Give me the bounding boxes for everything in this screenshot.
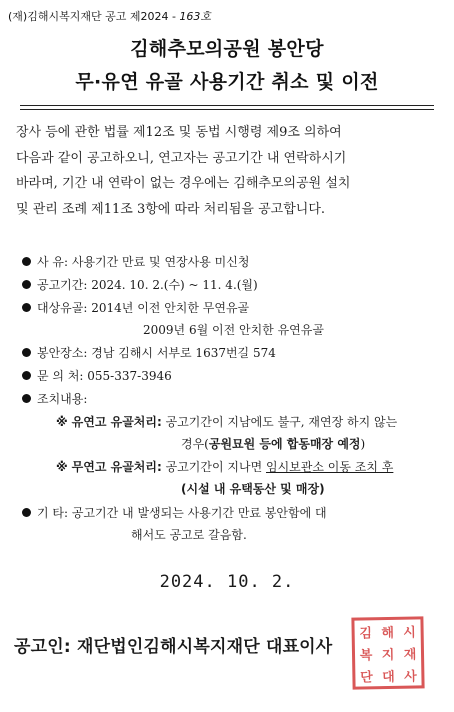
item-value: 경남 김해시 서부로 1637번길 574 — [91, 346, 276, 360]
intro-line: 바라며, 기간 내 연락이 없는 경우에는 김해추모의공원 설치 — [16, 176, 351, 191]
item-value: 사용기간 만료 및 연장사용 미신청 — [71, 255, 250, 269]
notice-date: 2024. 10. 2. — [159, 572, 295, 592]
item-value: 해서도 공고로 갈음함. — [131, 528, 247, 542]
bullet-icon — [22, 394, 31, 403]
measure-2-cont — [181, 481, 325, 497]
measure-text-underlined: 임시보관소 이동 조치 후 — [266, 460, 394, 474]
item-value: 2024. 10. 2.(수) ~ 11. 4.(월) — [91, 278, 258, 292]
seal-char: 해 — [381, 625, 395, 641]
item-label: 조치내용: — [37, 392, 88, 406]
bullet-icon — [22, 257, 31, 266]
measure-text: ) — [360, 437, 366, 451]
item-label: 공고기간: — [37, 278, 88, 292]
measure-1-cont — [181, 436, 365, 452]
item-reason — [22, 254, 249, 270]
item-other-cont — [131, 527, 247, 543]
reference-mark: ※ — [56, 415, 68, 429]
seal-char: 김 — [359, 625, 373, 641]
title-rule-bottom — [20, 109, 434, 110]
intro-line: 장사 등에 관한 법률 제12조 및 동법 시행령 제9조 의하여 — [16, 125, 342, 140]
reference-mark: ※ — [56, 460, 68, 474]
bullet-icon — [22, 280, 31, 289]
seal-char: 단 — [360, 669, 373, 685]
item-label: 기 타: — [37, 506, 69, 520]
seal-char: 사 — [404, 669, 417, 685]
item-contact — [22, 368, 172, 384]
item-other — [22, 505, 327, 521]
bullet-icon — [22, 303, 31, 312]
notice-number-handwritten: 163호 — [179, 10, 212, 23]
notice-number-text: (재)김해시복지재단 공고 제2024 - — [8, 10, 180, 23]
item-value: 055-337-3946 — [87, 369, 172, 383]
item-label: 문 의 처: — [37, 369, 84, 383]
intro-line: 다음과 같이 공고하오니, 연고자는 공고기간 내 연락하시기 — [16, 150, 347, 166]
measure-2 — [56, 459, 393, 475]
item-target — [22, 300, 249, 316]
measure-text-emphasis: (시설 내 유택동산 및 매장) — [181, 482, 325, 496]
item-value: 2014년 이전 안치한 무연유골 — [91, 301, 250, 315]
seal-char: 지 — [381, 647, 395, 663]
intro-paragraph — [16, 120, 444, 222]
bullet-icon — [22, 508, 31, 517]
bullet-icon — [22, 371, 31, 380]
item-value: 2009년 6월 이전 안치한 유연유골 — [143, 323, 324, 337]
measure-title: 무연고 유골처리: — [71, 460, 162, 474]
item-target-cont — [143, 322, 324, 338]
seal-char: 대 — [382, 669, 395, 685]
bullet-icon — [22, 348, 31, 357]
title-line-2: 무·유연 유골 사용기간 취소 및 이전 — [75, 71, 379, 93]
item-measures — [22, 391, 87, 407]
title-rule-top — [20, 105, 434, 106]
item-label: 사 유: — [37, 255, 69, 269]
item-label: 대상유골: — [37, 301, 88, 315]
notice-number — [8, 8, 211, 24]
measure-1 — [56, 414, 397, 430]
seal-char: 재 — [403, 647, 417, 663]
measure-text-emphasis: 공원묘원 등에 합동매장 예정 — [208, 437, 361, 451]
item-period — [22, 277, 258, 293]
issuer-line: 공고인: 재단법인김해시복지재단 대표이사 — [14, 637, 333, 657]
title-line-1: 김해추모의공원 봉안당 — [130, 38, 324, 60]
measure-text: 경우( — [181, 437, 209, 451]
measure-text: 공고기간이 지남에도 불구, 재연장 하지 않는 — [165, 415, 398, 429]
seal-char: 시 — [403, 625, 417, 641]
measure-text: 공고기간이 지나면 — [165, 460, 266, 474]
seal-char: 복 — [359, 647, 373, 663]
item-label: 봉안장소: — [37, 346, 88, 360]
measure-title: 유연고 유골처리: — [71, 415, 162, 429]
item-location — [22, 345, 276, 361]
official-seal-stamp — [351, 616, 424, 689]
intro-line: 및 관리 조례 제11조 3항에 따라 처리됨을 공고합니다. — [16, 201, 326, 217]
item-value: 공고기간 내 발생되는 사용기간 만료 봉안함에 대 — [71, 506, 327, 520]
